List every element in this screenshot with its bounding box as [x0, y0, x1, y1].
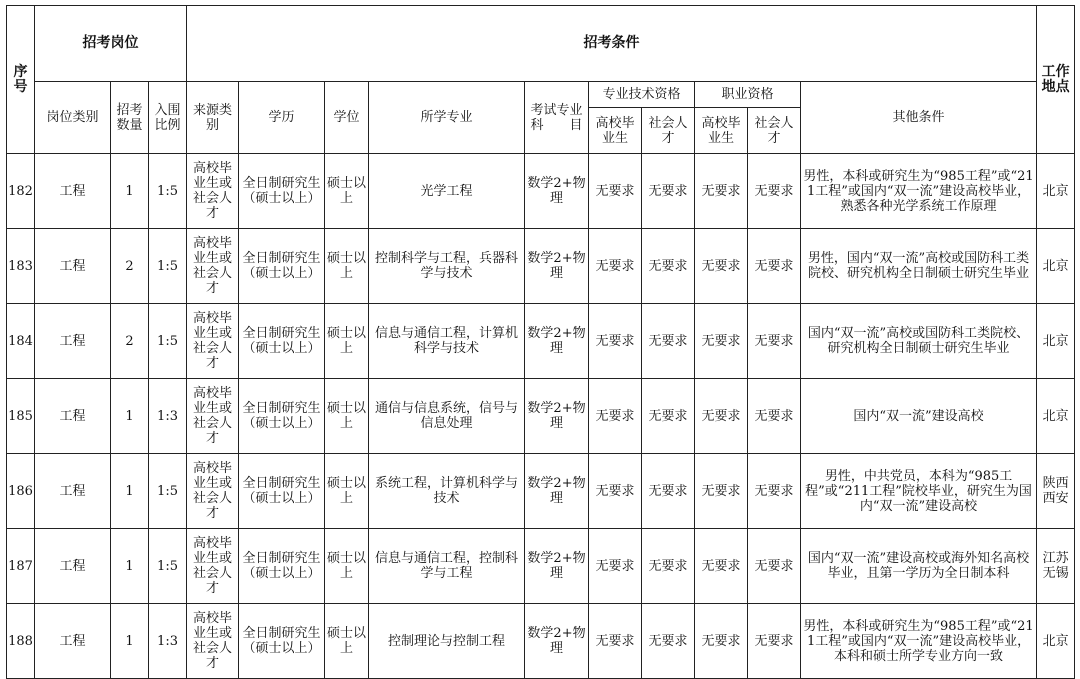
cell-degree: 硕士以上: [325, 154, 369, 229]
cell-job-grad: 无要求: [695, 529, 748, 604]
cell-qty: 1: [111, 454, 149, 529]
cell-source: 高校毕业生或社会人才: [187, 304, 239, 379]
cell-source: 高校毕业生或社会人才: [187, 529, 239, 604]
table-row: [7, 154, 1075, 229]
table-row: [7, 304, 1075, 379]
header-prof-social: 社会人才: [642, 108, 695, 154]
cell-seq: 183: [7, 229, 35, 304]
header-group-conditions: 招考条件: [187, 6, 1037, 82]
cell-major: 控制科学与工程，兵器科学与技术: [369, 229, 525, 304]
recruitment-table: [6, 5, 1075, 679]
cell-education: 全日制研究生（硕士以上）: [239, 529, 325, 604]
cell-other: 国内“双一流”高校或国防科工类院校、研究机构全日制硕士研究生毕业: [801, 304, 1037, 379]
header-prof-grad: 高校毕业生: [589, 108, 642, 154]
cell-degree: 硕士以上: [325, 604, 369, 679]
cell-subject: 数学2+物理: [525, 379, 589, 454]
cell-major: 通信与信息系统，信号与信息处理: [369, 379, 525, 454]
cell-other: 男性，本科或研究生为“985工程”或“211工程”或国内“双一流”建设高校毕业，熟悉各种光学系统工作原理: [801, 154, 1037, 229]
cell-job-grad: 无要求: [695, 604, 748, 679]
cell-education: 全日制研究生（硕士以上）: [239, 229, 325, 304]
header-job-grad: 高校毕业生: [695, 108, 748, 154]
cell-job-grad: 无要求: [695, 454, 748, 529]
cell-prof-grad: 无要求: [589, 454, 642, 529]
cell-major: 信息与通信工程，计算机科学与技术: [369, 304, 525, 379]
cell-education: 全日制研究生（硕士以上）: [239, 379, 325, 454]
cell-degree: 硕士以上: [325, 379, 369, 454]
cell-other: 男性，中共党员，本科为“985工程”或“211工程”院校毕业，研究生为国内“双一流”建设高校: [801, 454, 1037, 529]
cell-source: 高校毕业生或社会人才: [187, 229, 239, 304]
cell-type: 工程: [35, 379, 111, 454]
cell-ratio: 1:3: [149, 379, 187, 454]
cell-job-social: 无要求: [748, 529, 801, 604]
cell-degree: 硕士以上: [325, 529, 369, 604]
cell-major: 光学工程: [369, 154, 525, 229]
cell-job-grad: 无要求: [695, 154, 748, 229]
header-location: 工作地点: [1037, 6, 1075, 154]
cell-other: 男性，本科或研究生为“985工程”或“211工程”或国内“双一流”建设高校毕业，本科和硕士所学专业方向一致: [801, 604, 1037, 679]
cell-ratio: 1:5: [149, 304, 187, 379]
cell-qty: 1: [111, 379, 149, 454]
cell-prof-grad: 无要求: [589, 229, 642, 304]
cell-education: 全日制研究生（硕士以上）: [239, 604, 325, 679]
cell-prof-grad: 无要求: [589, 529, 642, 604]
cell-subject: 数学2+物理: [525, 454, 589, 529]
cell-seq: 184: [7, 304, 35, 379]
cell-seq: 188: [7, 604, 35, 679]
cell-seq: 186: [7, 454, 35, 529]
cell-type: 工程: [35, 304, 111, 379]
cell-location: 北京: [1037, 604, 1075, 679]
header-exam-subject: 考试专业科 目: [525, 82, 589, 154]
cell-qty: 1: [111, 154, 149, 229]
cell-major: 控制理论与控制工程: [369, 604, 525, 679]
cell-other: 国内“双一流”建设高校或海外知名高校毕业，且第一学历为全日制本科: [801, 529, 1037, 604]
cell-job-social: 无要求: [748, 154, 801, 229]
header-major: 所学专业: [369, 82, 525, 154]
table-row: [7, 229, 1075, 304]
cell-major: 信息与通信工程，控制科学与工程: [369, 529, 525, 604]
cell-location: 北京: [1037, 304, 1075, 379]
cell-prof-social: 无要求: [642, 454, 695, 529]
cell-job-social: 无要求: [748, 229, 801, 304]
cell-qty: 1: [111, 529, 149, 604]
cell-qty: 1: [111, 604, 149, 679]
header-prof-qual: 专业技术资格: [589, 82, 695, 108]
cell-prof-social: 无要求: [642, 529, 695, 604]
cell-prof-grad: 无要求: [589, 379, 642, 454]
cell-job-grad: 无要求: [695, 304, 748, 379]
cell-source: 高校毕业生或社会人才: [187, 604, 239, 679]
cell-education: 全日制研究生（硕士以上）: [239, 304, 325, 379]
cell-job-social: 无要求: [748, 304, 801, 379]
cell-job-social: 无要求: [748, 379, 801, 454]
cell-subject: 数学2+物理: [525, 604, 589, 679]
cell-major: 系统工程，计算机科学与技术: [369, 454, 525, 529]
header-degree: 学位: [325, 82, 369, 154]
cell-location: 北京: [1037, 229, 1075, 304]
cell-other: 国内“双一流”建设高校: [801, 379, 1037, 454]
cell-type: 工程: [35, 154, 111, 229]
header-ratio: 入围比例: [149, 82, 187, 154]
cell-seq: 185: [7, 379, 35, 454]
cell-source: 高校毕业生或社会人才: [187, 379, 239, 454]
table-row: [7, 529, 1075, 604]
cell-degree: 硕士以上: [325, 229, 369, 304]
header-group-position: 招考岗位: [35, 6, 187, 82]
cell-subject: 数学2+物理: [525, 529, 589, 604]
cell-subject: 数学2+物理: [525, 304, 589, 379]
cell-type: 工程: [35, 529, 111, 604]
cell-education: 全日制研究生（硕士以上）: [239, 454, 325, 529]
cell-location: 江苏无锡: [1037, 529, 1075, 604]
cell-other: 男性，国内“双一流”高校或国防科工类院校、研究机构全日制硕士研究生毕业: [801, 229, 1037, 304]
cell-prof-social: 无要求: [642, 154, 695, 229]
header-education: 学历: [239, 82, 325, 154]
cell-job-social: 无要求: [748, 604, 801, 679]
cell-prof-grad: 无要求: [589, 304, 642, 379]
cell-ratio: 1:3: [149, 604, 187, 679]
cell-subject: 数学2+物理: [525, 229, 589, 304]
header-source: 来源类别: [187, 82, 239, 154]
cell-job-social: 无要求: [748, 454, 801, 529]
cell-qty: 2: [111, 304, 149, 379]
cell-prof-social: 无要求: [642, 604, 695, 679]
cell-source: 高校毕业生或社会人才: [187, 454, 239, 529]
cell-qty: 2: [111, 229, 149, 304]
cell-type: 工程: [35, 229, 111, 304]
cell-seq: 187: [7, 529, 35, 604]
table-header: [7, 6, 1075, 154]
cell-prof-social: 无要求: [642, 229, 695, 304]
cell-prof-grad: 无要求: [589, 604, 642, 679]
cell-subject: 数学2+物理: [525, 154, 589, 229]
table-row: [7, 604, 1075, 679]
header-quantity: 招考数量: [111, 82, 149, 154]
cell-type: 工程: [35, 604, 111, 679]
cell-education: 全日制研究生（硕士以上）: [239, 154, 325, 229]
header-seq: 序号: [7, 6, 35, 154]
cell-degree: 硕士以上: [325, 304, 369, 379]
cell-degree: 硕士以上: [325, 454, 369, 529]
cell-job-grad: 无要求: [695, 379, 748, 454]
cell-prof-grad: 无要求: [589, 154, 642, 229]
cell-ratio: 1:5: [149, 229, 187, 304]
cell-location: 陕西西安: [1037, 454, 1075, 529]
header-job-social: 社会人才: [748, 108, 801, 154]
cell-ratio: 1:5: [149, 454, 187, 529]
cell-seq: 182: [7, 154, 35, 229]
cell-location: 北京: [1037, 379, 1075, 454]
cell-prof-social: 无要求: [642, 304, 695, 379]
cell-ratio: 1:5: [149, 154, 187, 229]
cell-type: 工程: [35, 454, 111, 529]
cell-prof-social: 无要求: [642, 379, 695, 454]
cell-ratio: 1:5: [149, 529, 187, 604]
table-row: [7, 379, 1075, 454]
header-other: 其他条件: [801, 82, 1037, 154]
table-row: [7, 454, 1075, 529]
header-position-type: 岗位类别: [35, 82, 111, 154]
recruitment-table-container: [6, 5, 1075, 679]
cell-job-grad: 无要求: [695, 229, 748, 304]
table-body: [7, 154, 1075, 679]
cell-location: 北京: [1037, 154, 1075, 229]
header-job-qual: 职业资格: [695, 82, 801, 108]
cell-source: 高校毕业生或社会人才: [187, 154, 239, 229]
